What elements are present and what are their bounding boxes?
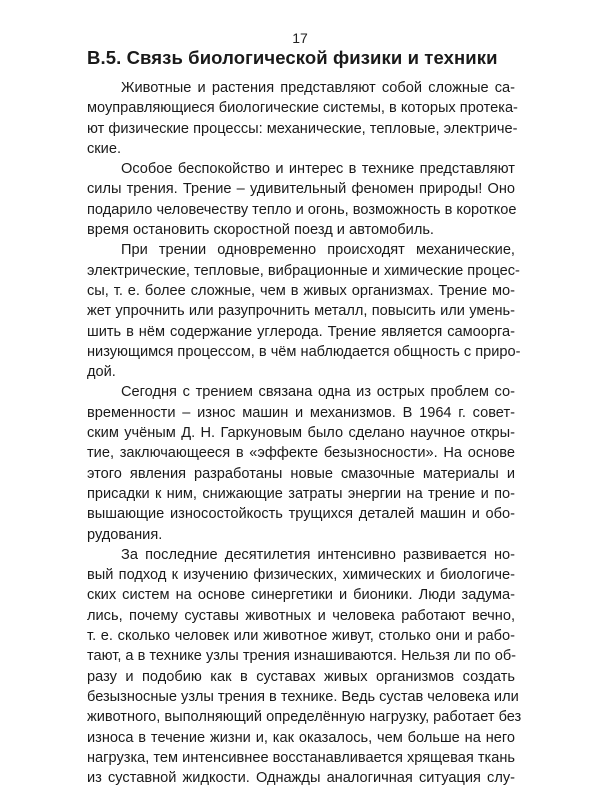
text-line: дой. [87, 364, 116, 381]
text-line: животного, выполняющий определённую нагрузку, работает без [87, 709, 522, 726]
text-line: тают, а в технике узлы трения изнашиваются. Нельзя ли по об- [87, 648, 517, 665]
text-line: силы трения. Трение – удивительный феномен природы! Оно [87, 181, 515, 198]
body-text [87, 78, 522, 788]
text-line: низующимся процессом, в чём наблюдается общность с приро- [87, 343, 521, 360]
text-line: ют физические процессы: механические, тепловые, электриче- [87, 120, 518, 137]
text-line: временности – износ машин и механизмов. В 1964 г. совет- [87, 404, 515, 421]
text-line: сы, т. е. более сложные, чем в живых организмах. Трение мо- [87, 282, 515, 299]
text-line: этого явления разработаны новые смазочные материалы и [87, 465, 515, 482]
paragraph [87, 382, 515, 544]
text-line: За последние десятилетия интенсивно развивается но- [121, 546, 515, 563]
text-line: подарило человечеству тепло и огонь, возможность в короткое [87, 201, 517, 218]
paragraph [87, 78, 518, 159]
text-line: из суставной жидкости. Однажды аналогичная ситуация слу- [87, 770, 515, 787]
text-line: ских систем на основе синергетики и бионики. Люди задума- [87, 587, 515, 604]
text-line: шить в нём содержание углерода. Трение является самоорга- [87, 323, 515, 340]
text-line: электрические, тепловые, вибрационные и химические процес- [87, 262, 520, 279]
text-line: вый подход к изучению физических, химических и биологиче- [87, 567, 515, 584]
text-line: лись, почему суставы животных и человека работают вечно, [87, 607, 515, 624]
paragraph [87, 159, 515, 240]
text-line: моуправляющиеся биологические системы, в которых протека- [87, 100, 518, 117]
text-line: ским учёным Д. Н. Гаркуновым было сделано научное откры- [87, 425, 515, 442]
text-line: При трении одновременно происходят механические, [121, 242, 515, 259]
text-line: Животные и растения представляют собой сложные са- [121, 80, 515, 96]
page-number: 17 [292, 30, 308, 46]
text-line: износа в течение жизни и, как оказалось, чем больше на него [87, 729, 515, 746]
section-heading: В.5. Связь биологической физики и техники [87, 47, 498, 68]
text-line: Особое беспокойство и интерес в технике представляют [121, 161, 515, 178]
text-line: безызносные узлы трения в технике. Ведь сустав человека или [87, 688, 519, 705]
text-line: время остановить скоростной поезд и автомобиль. [87, 222, 434, 239]
text-line: присадки к ним, снижающие затраты энергии на трение и по- [87, 485, 515, 502]
paragraph [87, 240, 521, 382]
text-line: т. е. сколько человек или животное живут, столько они и рабо- [87, 628, 515, 645]
text-line: рудования. [87, 526, 163, 543]
text-line: ские. [87, 140, 122, 157]
text-line: разу и подобию как в суставах живых организмов создать [87, 668, 515, 685]
text-line: нагрузка, тем интенсивнее восстанавливается хрящевая ткань [87, 749, 515, 766]
text-line: Сегодня с трением связана одна из острых проблем со- [121, 384, 515, 401]
text-line: вышающие износостойкость трущихся деталей машин и обо- [87, 506, 515, 523]
text-line: жет упрочнить или разупрочнить металл, повысить или умень- [87, 303, 515, 320]
text-line: тие, заключающееся в «эффекте безызносности». На основе [87, 445, 515, 462]
paragraph [87, 545, 522, 788]
